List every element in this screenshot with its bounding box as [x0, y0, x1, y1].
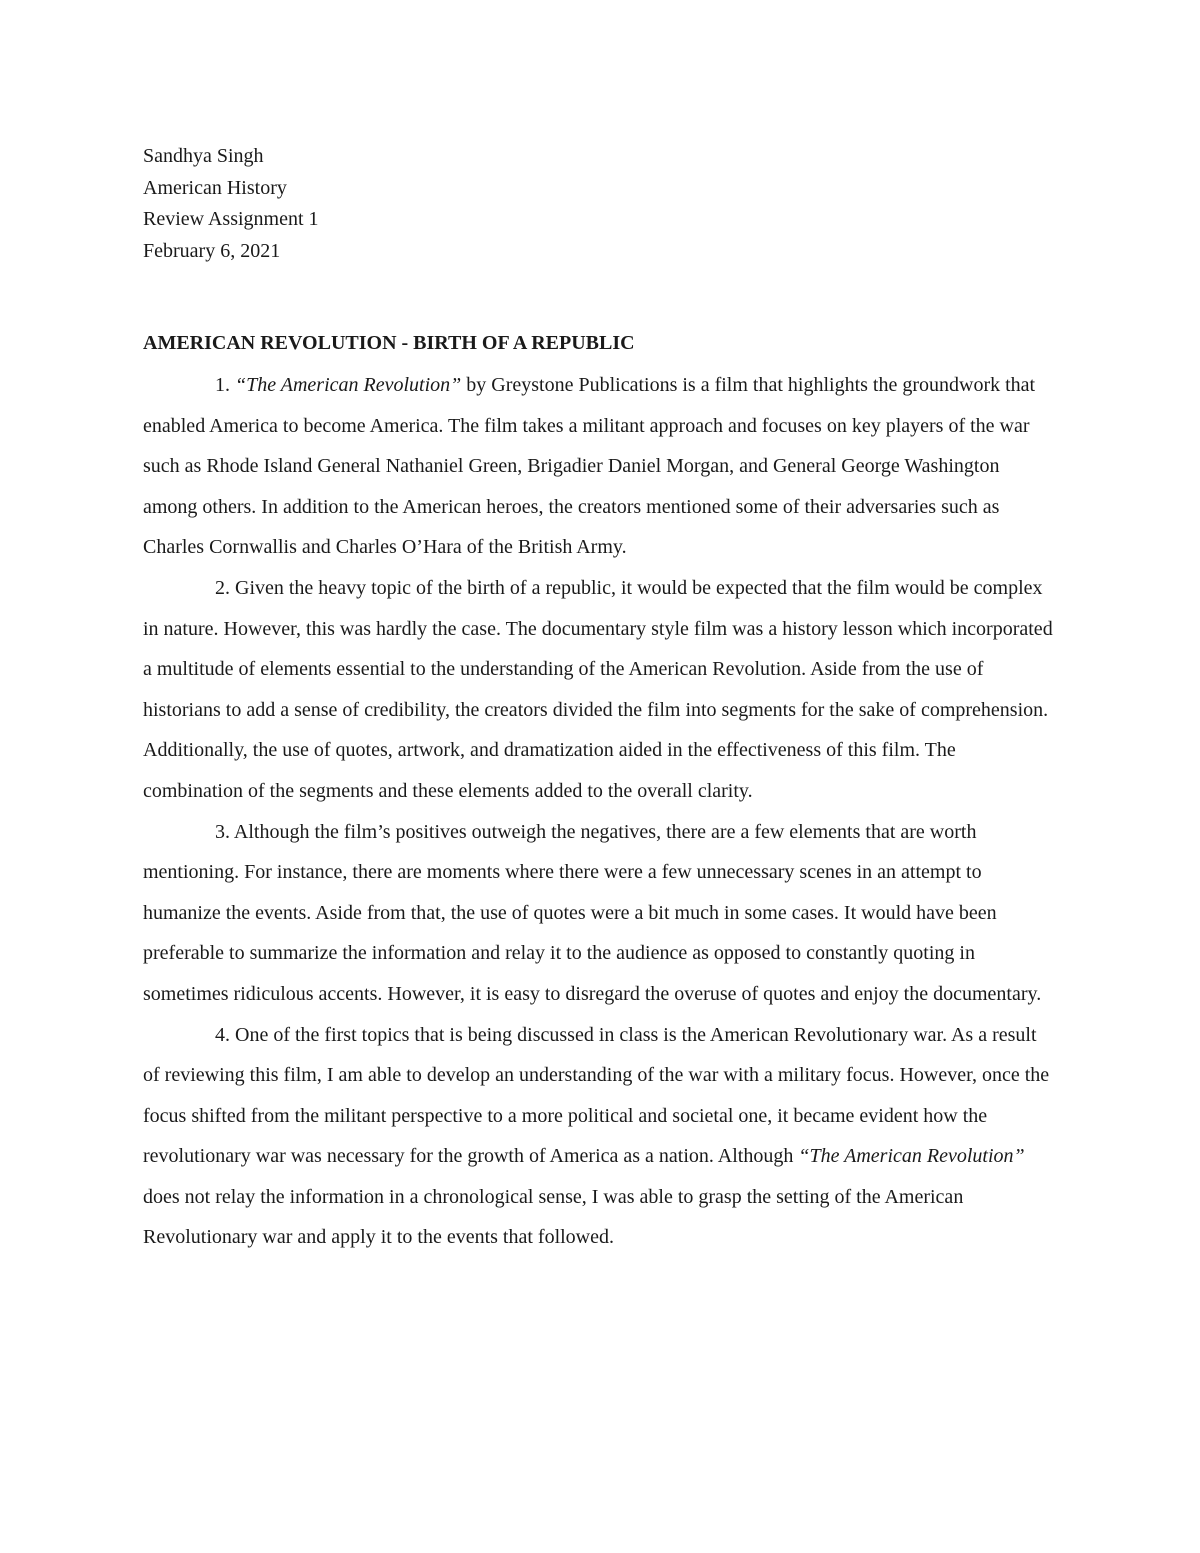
course-name: American History [143, 176, 287, 199]
paragraph-text: One of the first topics that is being discussed in class is the American Revolutionary war. As a result of reviewing this film, I am able to develop an understanding of the war with a military focus. However, once the focus shifted from the militant perspective to a more political and societal one, it became evident how the revolutionary war was necessary for the growth of America as a nation. Although [143, 1023, 1050, 1168]
paragraph-text: by Greystone Publications is a film that highlights the groundwork that enabled America to become America. The film takes a militant approach and focuses on key players of the war such as Rhode Island General Nathaniel Green, Brigadier Daniel Morgan, and General George Washington among others. In addition to the American heroes, the creators mentioned some of their adversaries such as Charles Cornwallis and Charles O’Hara of the British Army. [143, 374, 1036, 559]
document-title: AMERICAN REVOLUTION - BIRTH OF A REPUBLIC [143, 332, 635, 354]
paragraph-text: Although the film’s positives outweigh the negatives, there are a few elements that are worth mentioning. For instance, there are moments where there were a few unnecessary scenes in an attempt to humanize the events. Aside from that, the use of quotes were a bit much in some cases. It would have been preferable to summarize the information and relay it to the audience as opposed to constantly quoting in sometimes ridiculous accents. However, it is easy to disregard the overuse of quotes and enjoy the documentary. [143, 820, 1042, 1005]
paragraph-number: 3. [215, 820, 230, 843]
author-name: Sandhya Singh [143, 145, 264, 167]
paragraph-4 [143, 1015, 1055, 1259]
paragraph-number: 2. [215, 576, 230, 599]
paragraph-2 [143, 568, 1055, 812]
assignment-name: Review Assignment 1 [143, 208, 319, 230]
paragraph-number: 1. [215, 374, 230, 396]
film-title-italic: “The American Revolution” [798, 1145, 1025, 1168]
paragraph-text: does not relay the information in a chronological sense, I was able to grasp the setting of the American Revolutionary war and apply it to the events that followed. [143, 1185, 964, 1249]
paragraph-1 [143, 365, 1055, 568]
film-title-italic: “The American Revolution” [235, 374, 462, 396]
document-date: February 6, 2021 [143, 239, 281, 262]
document-body [143, 365, 1055, 1258]
paragraph-3 [143, 812, 1055, 1015]
paragraph-number: 4. [215, 1023, 230, 1046]
document-header [143, 141, 319, 267]
paragraph-text: Given the heavy topic of the birth of a republic, it would be expected that the film would be complex in nature. However, this was hardly the case. The documentary style film was a history lesson which incorporated a multitude of elements essential to the understanding of the American Revolution. Aside from the use of historians to add a sense of credibility, the creators divided the film into segments for the sake of comprehension. Additionally, the use of quotes, artwork, and dramatization aided in the effectiveness of this film. The combination of the segments and these elements added to the overall clarity. [143, 576, 1053, 802]
